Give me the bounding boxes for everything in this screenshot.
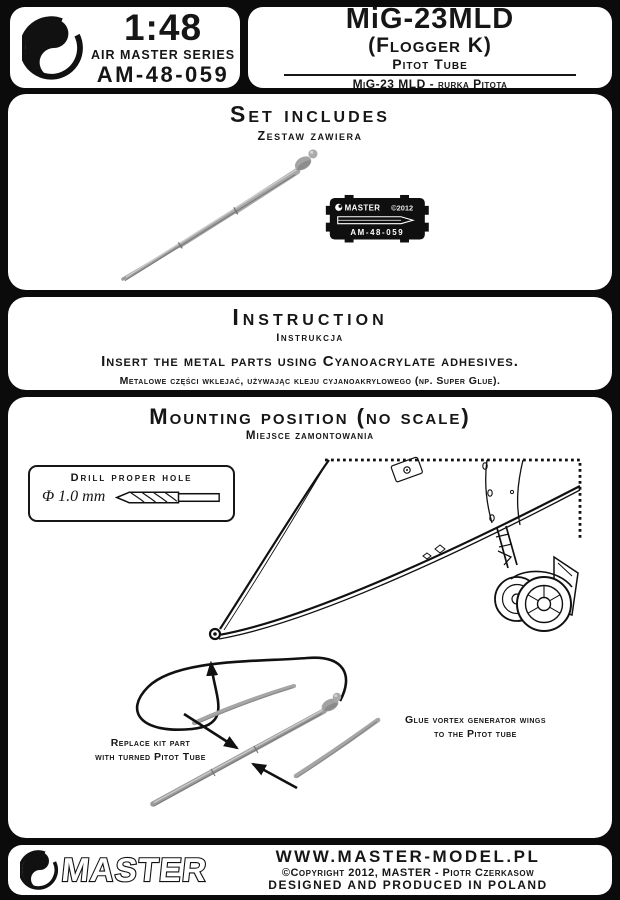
fret-brand-text: MASTER — [344, 203, 381, 213]
nose-landing-gear-drawing — [495, 526, 578, 631]
crop-boundary-dotted-line — [325, 460, 580, 540]
aircraft-subtitle: (Flogger K) — [368, 33, 492, 57]
drill-hole-callout-box — [28, 465, 235, 522]
set-contents-illustration — [8, 94, 612, 290]
series-label: AIR MASTER SERIES — [90, 48, 236, 63]
part-name: Pitot Tube — [392, 55, 468, 72]
mounting-subtitle: Miejsce zamontowania — [245, 430, 375, 442]
instruction-panel — [8, 297, 612, 390]
master-logo-icon — [22, 16, 86, 80]
master-logo-icon — [20, 850, 60, 890]
instruction-subtitle: Instrukcja — [276, 332, 344, 344]
instruction-text-en: Insert the metal parts using Cyanoacrylate adhesives. — [101, 353, 519, 370]
drill-hole-label: Drill proper hole — [70, 472, 193, 484]
replace-part-label: Replace kit part with turned Pitot Tube — [95, 737, 206, 764]
scale-label: 1:48 — [123, 7, 203, 49]
footer-panel — [8, 845, 612, 895]
glue-wings-label: Glue vortex generator wings to the Pitot tube — [404, 714, 546, 741]
set-includes-subtitle: Zestaw zawiera — [257, 129, 363, 143]
mounting-title: Mounting position (no scale) — [149, 404, 471, 429]
instruction-text-pl: Metalowe części wklejać, używając kleju cyjanoakrylowego (np. Super Glue). — [119, 375, 501, 387]
drill-diameter-value: Φ 1.0 mm — [42, 488, 106, 505]
drill-bit-icon — [115, 489, 223, 506]
fret-year-text: ©2012 — [391, 203, 414, 213]
mounting-panel — [8, 397, 612, 838]
aircraft-title: MiG-23MLD — [345, 3, 515, 36]
svg-text:MASTER: MASTER — [60, 852, 209, 889]
header-title-box — [248, 3, 612, 92]
master-brand-logotype — [60, 849, 212, 891]
mounting-diagram — [8, 397, 612, 838]
pitot-tube-part-drawing — [123, 149, 318, 280]
product-code: AM-48-059 — [96, 61, 230, 87]
set-includes-title: Set includes — [230, 101, 390, 127]
header-left-box — [10, 7, 240, 88]
website-url: WWW.MASTER-MODEL.PL — [275, 847, 541, 866]
etched-fret-plate — [326, 195, 429, 243]
fret-code-text: AM-48-059 — [350, 228, 405, 238]
glue-wings-arrow — [253, 764, 297, 788]
instruction-title: Instruction — [232, 304, 388, 330]
copyright-line: ©Copyright 2012, MASTER - Piotr Czerkasow — [281, 866, 535, 879]
part-name-polish: MiG-23 MLD - rurka Pitota — [352, 77, 508, 92]
set-includes-panel — [8, 94, 612, 290]
made-in-line: DESIGNED AND PRODUCED IN POLAND — [268, 878, 548, 893]
header-divider — [284, 74, 575, 76]
